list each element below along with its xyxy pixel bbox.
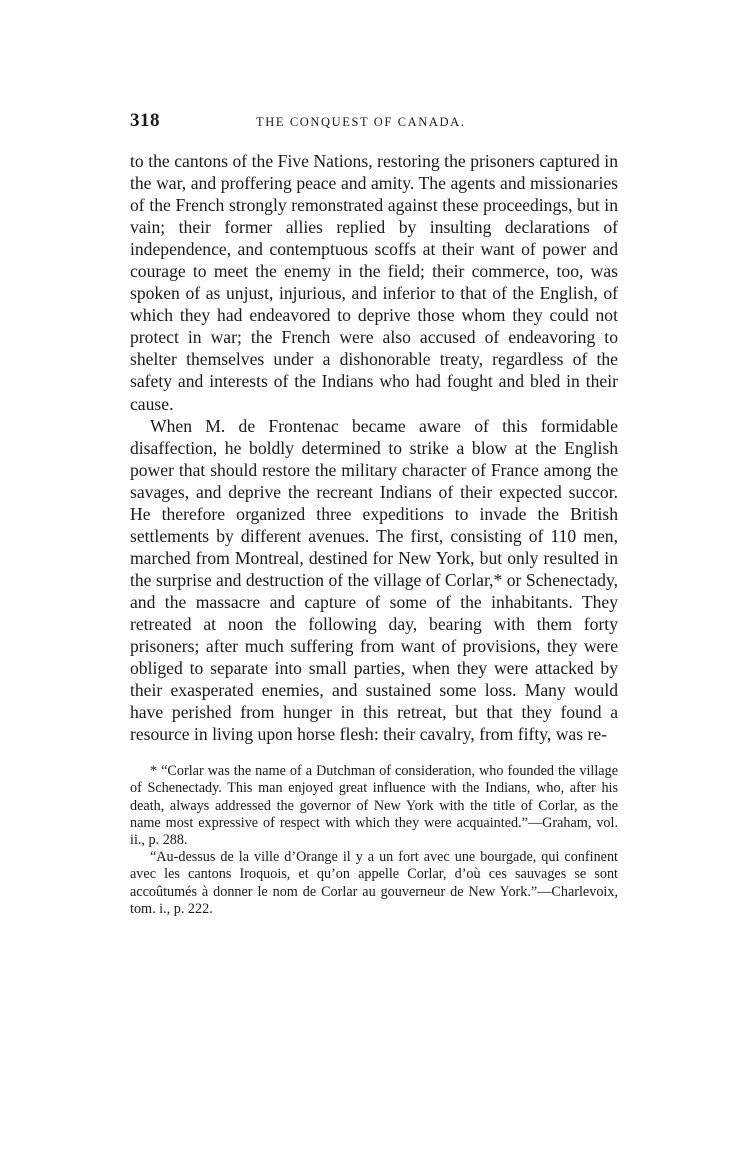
paragraph-frontenac: When M. de Frontenac became aware of this formidable disaffection, he boldly determined to strike a blow at the English power that should restore the military character of France among the savages, and deprive the recreant Indians of their expected succor. He therefore organized three expeditions to invade the British settlements by different avenues. The first, consisting of 110 men, marched from Montreal, destined for New York, but only resulted in the surprise and destruction of the village of Corlar,* or Schenectady, and the massacre and capture of some of the inhabitants. They retreated at noon the following day, bearing with them forty prisoners; after much suffering from want of provisions, they were obliged to separate into small parties, when they were attacked by their exasperated enemies, and sustained some loss. Many would have perished from hunger in this retreat, but that they found a resource in living upon horse flesh: their cavalry, from fifty, was re- <box>130 415 618 745</box>
page-number: 318 <box>130 110 160 131</box>
running-head <box>130 110 618 138</box>
footnotes <box>130 763 618 918</box>
book-page <box>130 110 618 918</box>
body-text <box>130 150 618 745</box>
footnote-charlevoix: “Au-dessus de la ville d’Orange il y a un fort avec une bourgade, qui confinent avec les cantons Iroquois, et qu’on appelle Corlar, d’où ces sauvages se sont accoûtumés à donner le nom de Corlar au gouverneur de New York.”—Charlevoix, tom. i., p. 222. <box>130 849 618 917</box>
running-title: THE CONQUEST OF CANADA. <box>256 115 466 129</box>
paragraph-continued: to the cantons of the Five Nations, restoring the prisoners captured in the war, and proffering peace and amity. The agents and missionaries of the French strongly remonstrated against these proceedings, but in vain; their former allies replied by insulting declarations of independence, and contemptuous scoffs at their want of power and courage to meet the enemy in the field; their commerce, too, was spoken of as unjust, injurious, and inferior to that of the English, of which they had endeavored to deprive those whom they could not protect in war; the French were also accused of endeavoring to shelter themselves under a dishonorable treaty, regardless of the safety and interests of the Indians who had fought and bled in their cause. <box>130 151 618 414</box>
footnote-graham: * “Corlar was the name of a Dutchman of consideration, who founded the village of Schenectady. This man enjoyed great influence with the Indians, who, after his death, always addressed the governor of New York with the title of Corlar, as the name most expressive of respect with which they were acquainted.”—Graham, vol. ii., p. 288. <box>130 763 618 849</box>
